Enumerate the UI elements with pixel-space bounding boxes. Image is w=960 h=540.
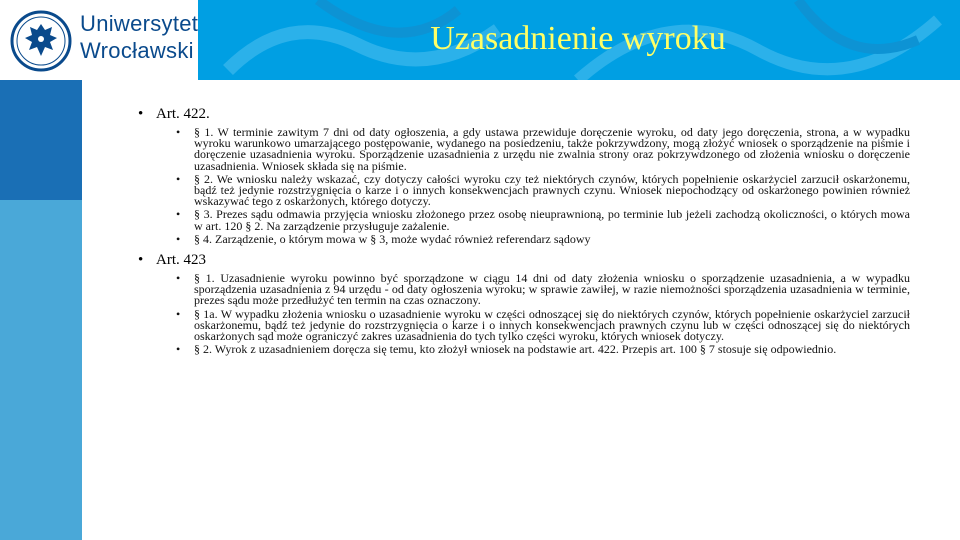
sidebar-block-dark [0, 80, 82, 200]
article-heading-text: Art. 423 [156, 252, 206, 269]
paragraph-text: § 4. Zarządzenie, o którym mowa w § 3, może wydać również referendarz sądowy [194, 231, 591, 246]
bullet-icon: • [176, 306, 181, 321]
paragraph-text: § 2. Wyrok z uzasadnieniem doręcza się temu, kto złożył wniosek na podstawie art. 422. Przepis art. 100 § 7 stosuje się odpowiednio. [194, 342, 837, 357]
bullet-icon: • [176, 231, 181, 246]
paragraph-list [138, 127, 910, 245]
article-heading-text: Art. 422. [156, 106, 210, 122]
logo-line-1: Uniwersytet [80, 11, 199, 36]
page-title: Uzasadnienie wyroku [430, 20, 726, 57]
list-item [138, 306, 910, 344]
bullet-icon: • [138, 252, 144, 269]
paragraph-text: § 3. Prezes sądu odmawia przyjęcia wniosku złożonego przez osobę nieuprawnioną, po terminie lub jeżeli zachodzą okoliczności, o których mowa w art. 120 § 2. Na zarządzenie przysługuje zażalenie. [194, 207, 910, 233]
paragraph-text: § 1. W terminie zawitym 7 dni od daty ogłoszenia, a gdy ustawa przewiduje doręczenie wyroku, od daty jego doręczenia, strona, a w wypadku wyroku warunkowo umarzającego postępowanie, wydanego na posiedzeniu, także pokrzywdzony, mogą złożyć wniosek o sporządzenie na piśmie i doręczenie uzasadnienia wyroku. Sporządzenie uzasadnienia z urzędu nie zwalnia strony oraz pokrzywdzonego od złożenia wniosku o doręczenie uzasadnienia. Wniosek składa się na piśmie. [194, 125, 910, 173]
paragraph-text: § 2. We wniosku należy wskazać, czy dotyczy całości wyroku czy też niektórych czynów, których popełnienie oskarżyciel zarzucił oskarżonemu, bądź też jedynie rozstrzygnięcia o karze i o innych konsekwencjach prawnych czynu. Wniosek niepochodzący od oskarżonego powinien również wskazywać tego z oskarżonych, którego dotyczy. [194, 171, 910, 209]
slide-content [138, 105, 910, 361]
bullet-icon: • [176, 342, 181, 357]
bullet-icon: • [176, 171, 181, 186]
bullet-icon: • [176, 271, 181, 286]
sidebar-block-light [0, 200, 82, 540]
logo-line-2: Wrocławski [80, 38, 194, 63]
list-item [138, 127, 910, 172]
list-item [138, 209, 910, 231]
paragraph-text: § 1. Uzasadnienie wyroku powinno być sporządzone w ciągu 14 dni od daty złożenia wniosku o sporządzenie uzasadnienia, a w wypadku sporządzenia uzasadnienia z 94 urzędu - od daty ogłoszenia wyroku; w sprawie zawiłej, w razie niemożności sporządzenia uzasadnienia w terminie, prezes sądu może przedłużyć ten termin na czas oznaczony. [194, 271, 910, 308]
article-heading [138, 105, 910, 123]
paragraph-text: § 1a. W wypadku złożenia wniosku o uzasadnienie wyroku w części odnoszącej się do niektórych czynów, których popełnienie oskarżyciel zarzucił oskarżonemu, bądź też jedynie do rozstrzygnięcia o karze i o innych konsekwencjach prawnych czynu lub w części odnoszącej się do niektórych oskarżonych sąd może ograniczyć zakres uzasadnienia do tych tylko części wyroku, których wniosek dotyczy. [194, 306, 910, 344]
list-item [138, 231, 910, 246]
bullet-icon: • [176, 125, 181, 139]
paragraph-list [138, 273, 910, 355]
logo-text [80, 10, 198, 64]
university-logo [0, 0, 198, 80]
eagle-emblem-icon [10, 10, 72, 72]
list-item [138, 171, 910, 209]
article-heading [138, 251, 910, 269]
bullet-icon: • [176, 207, 181, 222]
bullet-icon: • [138, 106, 144, 122]
list-item [138, 273, 910, 307]
list-item [138, 344, 910, 355]
header-band [198, 0, 960, 80]
